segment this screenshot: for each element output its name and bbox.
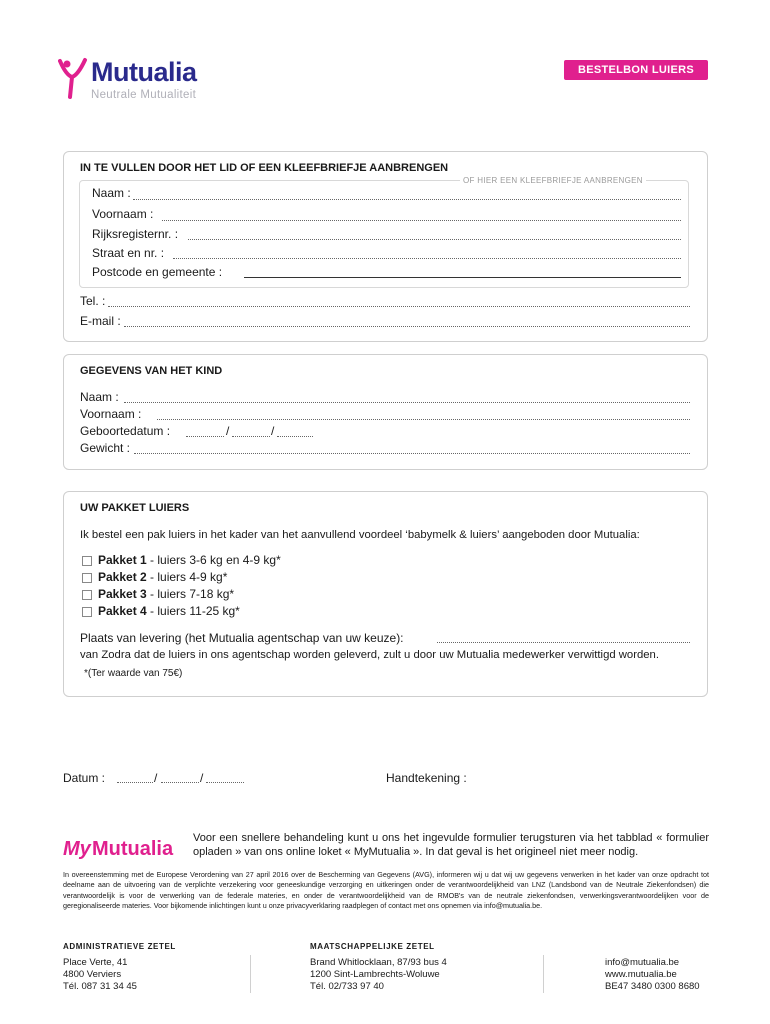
child-birth-year-field[interactable] [277,436,313,437]
svg-text:Mutualia: Mutualia [92,838,174,860]
mutualia-figure-icon [58,57,88,99]
registered-office-title: MAATSCHAPPELIJKE ZETEL [310,942,435,951]
datum-label: Datum : [63,771,106,785]
package-3-checkbox[interactable] [82,590,92,600]
member-voornaam-label: Voornaam : [92,207,154,221]
sticker-note: OF HIER EEN KLEEFBRIEFJE AANBRENGEN [460,176,646,185]
form-title-badge: BESTELBON LUIERS [564,60,708,80]
child-section-title: GEGEVENS VAN HET KIND [80,365,223,377]
member-section-title: IN TE VULLEN DOOR HET LID OF EEN KLEEFBRIEFJE AANBRENGEN [80,162,449,174]
contact-website[interactable]: www.mutualia.be [605,969,677,980]
package-intro: Ik bestel een pak luiers in het kader van het aanvullend voordeel ‘babymelk & luiers’ aangeboden door Mutualia: [80,529,640,541]
package-1-label: Pakket 1 - luiers 3-6 kg en 4-9 kg* [98,553,281,567]
package-3-label: Pakket 3 - luiers 7-18 kg* [98,587,235,601]
registered-address-line: 1200 Sint-Lambrechts-Woluwe [310,969,440,980]
package-2-label: Pakket 2 - luiers 4-9 kg* [98,570,228,584]
child-naam-field[interactable] [124,402,690,403]
package-section-title: UW PAKKET LUIERS [80,502,190,514]
child-gewicht-label: Gewicht : [80,441,131,455]
package-2-checkbox[interactable] [82,573,92,583]
delivery-notice: van Zodra dat de luiers in ons agentschap worden geleverd, zult u door uw Mutualia medewerker verwittigd worden. [80,649,659,661]
date-separator: / [226,424,230,438]
datum-day-field[interactable] [117,782,153,783]
datum-year-field[interactable] [206,782,244,783]
member-email-field[interactable] [124,326,690,327]
bank-account: BE47 3480 0300 8680 [605,981,700,992]
child-birth-month-field[interactable] [232,436,270,437]
package-4-label: Pakket 4 - luiers 11-25 kg* [98,604,240,618]
mymutualia-logo [63,832,183,862]
upload-instructions: Voor een snellere behandeling kunt u ons het ingevulde formulier terugsturen via het tabblad « formulier opladen » van ons online loket « MyMutualia ». In dat geval is het origineel niet meer nodig. [193,832,709,858]
child-geboortedatum-label: Geboortedatum : [80,424,171,438]
logo-name: Mutualia [91,57,197,87]
package-4-checkbox[interactable] [82,607,92,617]
member-rijksregister-field[interactable] [188,239,681,240]
date-separator: / [154,771,158,785]
admin-office-title: ADMINISTRATIEVE ZETEL [63,942,176,951]
registered-address-line: Brand Whitlocklaan, 87/93 bus 4 [310,957,447,968]
member-naam-label: Naam : [92,186,131,200]
footer-divider [250,955,251,993]
delivery-location-label: Plaats van levering (het Mutualia agentschap van uw keuze): [80,631,404,645]
datum-month-field[interactable] [161,782,199,783]
package-1-checkbox[interactable] [82,556,92,566]
member-naam-field[interactable] [133,199,681,200]
admin-address-line: Place Verte, 41 [63,957,128,968]
member-voornaam-field[interactable] [162,220,681,221]
contact-email[interactable]: info@mutualia.be [605,957,680,968]
admin-address-line: 4800 Verviers [63,969,122,980]
delivery-location-field[interactable] [437,642,690,643]
member-straat-label: Straat en nr. : [92,246,165,260]
child-birth-day-field[interactable] [186,436,224,437]
member-tel-label: Tel. : [80,294,106,308]
signature-label: Handtekening : [386,771,467,785]
mutualia-logo [58,55,218,107]
price-footnote: *(Ter waarde van 75€) [84,668,183,679]
child-voornaam-field[interactable] [157,419,690,420]
member-tel-field[interactable] [108,306,690,307]
admin-phone: Tél. 087 31 34 45 [63,981,137,992]
registered-phone: Tél. 02/733 97 40 [310,981,384,992]
privacy-notice: In overeenstemming met de Europese Verordening van 27 april 2016 over de Bescherming van Gegevens (AVG), informeren wij u dat wij uw gegevens verwerken in het kader van onze opdracht tot deelname aan de uitvoering van de verplichte verzekering voor geneeskundige verzorging en uitkeringen onder de verantwoordelijkheid van LNZ (Landsbond van de Neutrale Ziekenfondsen) die verantwoordelijk is voor de verwerking van de federale materies, en onder de verantwoordelijkheid van de RMOB's van de neutrale ziekenfondsen, verwerkingsverantwoordelijken voor de geregionaliseerde materies. Voor bijkomende inlichtingen kunt u onze privacyverklaring raadplegen of contact met ons opnemen via info@mutualia.be. [63,870,709,910]
logo-subtitle: Neutrale Mutualiteit [91,89,197,101]
child-naam-label: Naam : [80,390,119,404]
member-rijksregister-label: Rijksregisternr. : [92,227,179,241]
footer-divider [543,955,544,993]
member-straat-field[interactable] [173,258,681,259]
date-separator: / [200,771,204,785]
date-separator: / [271,424,275,438]
member-postcode-label: Postcode en gemeente : [92,265,223,279]
member-postcode-field[interactable] [244,277,681,278]
child-gewicht-field[interactable] [134,453,690,454]
child-voornaam-label: Voornaam : [80,407,142,421]
member-email-label: E-mail : [80,314,121,328]
svg-text:My: My [63,838,91,860]
